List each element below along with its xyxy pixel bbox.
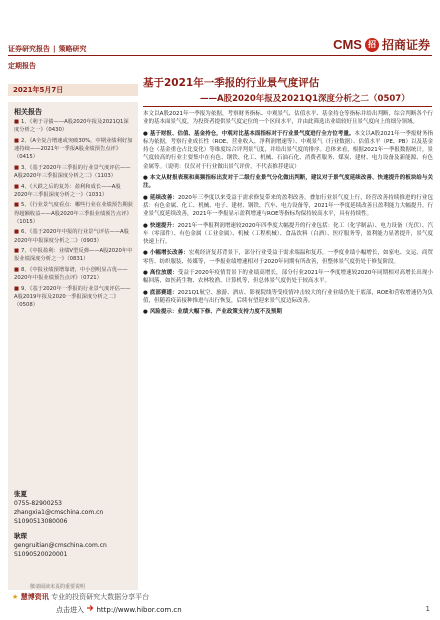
bullet-icon: ● (143, 194, 148, 201)
summary-point: ● 风险提示：业绩大幅下修、产业政策支持力度不及预期 (143, 309, 282, 316)
watermark-brand-name: 慧博资讯 (20, 593, 49, 601)
bullet-icon: ● (143, 270, 148, 277)
intro-paragraph: 本文以A股2021年一季报为依据，考察财务指标、中观景气、估值水平、基金持仓等指标并给出判断，综合判断各个行业的基本面景气度，为投资者提供景气度定位的一个区间水平，并由此筛选出业绩较好且景气度向上的细分领域。 (143, 111, 433, 126)
bullet-icon: ■ (14, 285, 20, 292)
summary-point: ● 快速提升：2021年一季报利润增速较2020年四季度大幅提升的行业包括：化工（化学制品）、电力设备（光伏）、汽车（零部件）、有色金属（工业金属）、机械（工程机械）、食品饮料（白酒）、医疗服务等，盈利能力显著提升，景气度快速上行。 (143, 222, 433, 246)
analyst-license: S1090520020001 (14, 551, 68, 558)
report-title: 基于2021年一季报的行业景气度评估 (143, 77, 320, 89)
summary-point: ● 延续改善：2020年三季度以来受益于需求修复带来的盈利改善，叠加行业景气度上行，经营改善持续推进的行业包括：有色金属、化工、机械、电子、建材、钢铁、汽车、电力设备等，2021年一季度延续改善且盈利能力大幅提升。行业景气度延续改善，2021年一季报显示盈利增速与ROE等指标均保持较高水平，具有持续性。 (143, 194, 433, 218)
bullet-icon: ● (143, 175, 148, 182)
logo-seal-icon: 招 (365, 38, 379, 52)
sidebar (8, 102, 138, 590)
related-report-item[interactable]: ■ 7、《中报盈利：业绩V型反弹——A股2020年中报业绩深度分析之一》（0831） (14, 248, 133, 263)
related-report-item[interactable]: ■ 4、《大跌之后的复苏：盈利和成长——A股2020年三季报深度分析之一》（1031） (14, 183, 121, 198)
report-body (143, 110, 433, 320)
related-report-item[interactable]: ■ 2、《A全复合增速或突破30%，中期业绩利好加速持续——2021年一季报A股业绩预告点评》（0415） (14, 137, 133, 161)
bullet-icon: ■ (14, 266, 20, 273)
bullet-icon: ■ (14, 248, 20, 255)
related-report-item[interactable]: ■ 8、《中报业绩预增靠谱，中小创明显占优——2020年中报业绩预告点评》（0721） (14, 266, 128, 282)
bullet-icon: ● (143, 250, 148, 257)
related-report-item[interactable]: ■ 5、《行业景气度看点：哪些行业在业绩预告期获得超额收益——A股2020年三季报业绩预告点评》（1015） (14, 202, 133, 225)
click-to-enter[interactable]: 点击进入 (56, 606, 84, 614)
logo-company-name: 招商证券 (381, 38, 430, 52)
related-report-item[interactable]: ■ 1、《利于寻债——A股2020年报及2021Q1深度分析之一》（0430） (14, 119, 129, 134)
summary-point: ● 底部赛道：2021Q1航空、旅游、酒店、影视院线等受疫情冲击较大的行业业绩仍处于底部，ROE和营收增速仍为负值，但随着疫苗接种推进与出行恢复，后续有望迎来景气度边际改善。 (143, 289, 433, 304)
report-category (8, 44, 87, 54)
analyst-email[interactable]: zhangxia1@cmschina.com.cn (14, 509, 104, 516)
bullet-icon: ■ (14, 229, 20, 236)
brand-logo (333, 36, 430, 53)
bullet-icon: ● (143, 309, 148, 316)
analyst-name: 耿琛 (14, 532, 27, 540)
related-reports-list (14, 118, 134, 312)
related-report-item[interactable]: ■ 6、《基于2020年中报的行业景气评估——A股2020年中报深度分析之二》（0903） (14, 229, 129, 244)
bullet-icon: ■ (14, 119, 20, 125)
analyst-phone: 0755-82900253 (14, 500, 62, 507)
analyst-name: 张夏 (14, 490, 27, 498)
related-reports-heading: 相关报告 (14, 108, 42, 116)
title-rule (143, 106, 432, 107)
summary-point: ● 本文从财报表现和高频指标出发对于二级行业景气分化做出判断，建议对于景气度延续改善、快速提升的板块给与关注。 (143, 175, 433, 190)
summary-point: ● 基于财报、估值、基金持仓，中观对比基本面指标对于行业景气度进行全方位考量。本文以A股2021年一季报财务指标为依据，考察行业成长性（ROE、营业收入、净利润增速等）、中观景气（行业数据）、估值水平（PE、PB）以及基金持仓（基金重仓占比变化）等维度综合评判景气度，并给出景气度的排序。总体来看，根据2021年一季报数据统计，景气度较高的行业主要集中在有色、钢铁、化工、机械、石油石化、消费者服务、煤炭、建材、电力设备及新能源、有色金属等。（说明：仅仅对于行业做出景气评价，不代表推荐建议） (143, 130, 433, 170)
star-icon: ★ (12, 593, 19, 601)
analyst-license: S1090513080006 (14, 518, 68, 525)
header-rule (8, 55, 432, 56)
bullet-icon: ■ (14, 164, 20, 171)
summary-point: ● 小幅增长改善：宏观经济复苏背景下，部分行业受益于需求端温和复苏，一季度业绩小幅增长，如家电、交运、商贸零售、纺织服装、传媒等，一季报业绩增速相对于2020年同期有所改善，但整体景气度仍处于修复阶段。 (143, 250, 433, 265)
category-label: 证券研究报告 (8, 45, 50, 53)
analyst-info (14, 490, 134, 559)
logo-cms-text: CMS (333, 37, 362, 52)
bullet-icon: ■ (14, 137, 20, 144)
report-date: 2021年5月7日 (8, 84, 138, 96)
report-subtitle: ——A股2020年报及2021Q1深度分析之二（0507） (200, 94, 410, 104)
related-report-item[interactable]: ■ 3、《基于2020年三季报的行业景气度评估——A股2020年三季报深度分析之二》（1103） (14, 164, 131, 179)
watermark-brand (12, 592, 149, 602)
bullet-icon: ● (143, 222, 148, 229)
bullet-icon: ● (143, 289, 148, 296)
related-report-item[interactable]: ■ 9、《基于2020年一季报的行业景气度评估——A股2019年报及2020一季报深度分析之二》（0508） (14, 285, 131, 309)
bullet-icon: ■ (14, 202, 20, 209)
watermark-url[interactable]: http://www.hibor.com.cn (96, 606, 182, 614)
arrow-right-icon (86, 604, 94, 612)
report-type: 定期报告 (8, 62, 36, 70)
watermark-slogan: 专业的投资研究大数据分享平台 (51, 593, 150, 601)
bullet-icon: ■ (14, 183, 20, 190)
category-separator: | (53, 45, 56, 53)
watermark-link[interactable] (56, 604, 182, 615)
summary-point: ● 高位放缓：受益于2020年疫情背景下的业绩高增长，部分行业2021年一季度增速较2020年同期相对高增长出现小幅回落，如医药生物、农林牧渔、计算机等，但总体景气度仍处于较高水平。 (143, 270, 433, 285)
bullet-icon: ● (143, 130, 148, 137)
subcategory-label: 策略研究 (58, 45, 87, 53)
analyst-email[interactable]: gengruitian@cmschina.com.cn (14, 542, 107, 549)
disclaimer-note: 敬请阅读末页的重要说明 (30, 584, 86, 590)
page-number: 1 (425, 605, 430, 613)
